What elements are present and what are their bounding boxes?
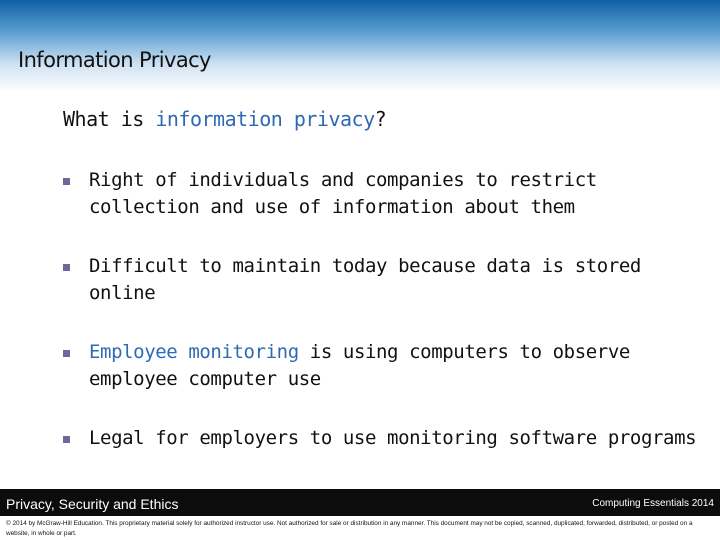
footer-chapter-title: Privacy, Security and Ethics <box>6 496 179 512</box>
bullet-text: is using computers to observe employee computer use <box>89 341 630 390</box>
square-bullet-icon <box>63 436 70 443</box>
bullet-item <box>62 425 702 452</box>
bullet-highlight: Employee monitoring <box>89 341 299 363</box>
copyright-notice: © 2014 by McGraw-Hill Education. This proprietary material solely for authorized instructor use. Not authorized for sale or distribution in any manner. This document may not be copied, scanned, duplicated, forwarded, distributed, or posted on a website, in whole or part. <box>6 520 693 537</box>
bullet-list <box>62 167 702 452</box>
square-bullet-icon <box>63 264 70 271</box>
bullet-item <box>62 253 702 307</box>
bullet-item <box>62 167 702 221</box>
footer-bar <box>0 489 720 516</box>
bullet-text: Difficult to maintain today because data is stored online <box>89 255 641 304</box>
bullet-text: Legal for employers to use monitoring software programs <box>89 427 697 449</box>
square-bullet-icon <box>63 178 70 185</box>
footer-book-title: Computing Essentials 2014 <box>592 498 714 509</box>
bullet-text: Right of individuals and companies to restrict collection and use of information about them <box>89 169 597 218</box>
question-highlight: information privacy <box>155 107 375 131</box>
question-suffix: ? <box>374 107 387 131</box>
header-band <box>0 0 720 92</box>
question-prefix: What is <box>63 107 156 131</box>
question <box>63 107 386 131</box>
slide-title: Information Privacy <box>18 48 211 72</box>
square-bullet-icon <box>63 350 70 357</box>
bullet-item <box>62 339 702 393</box>
